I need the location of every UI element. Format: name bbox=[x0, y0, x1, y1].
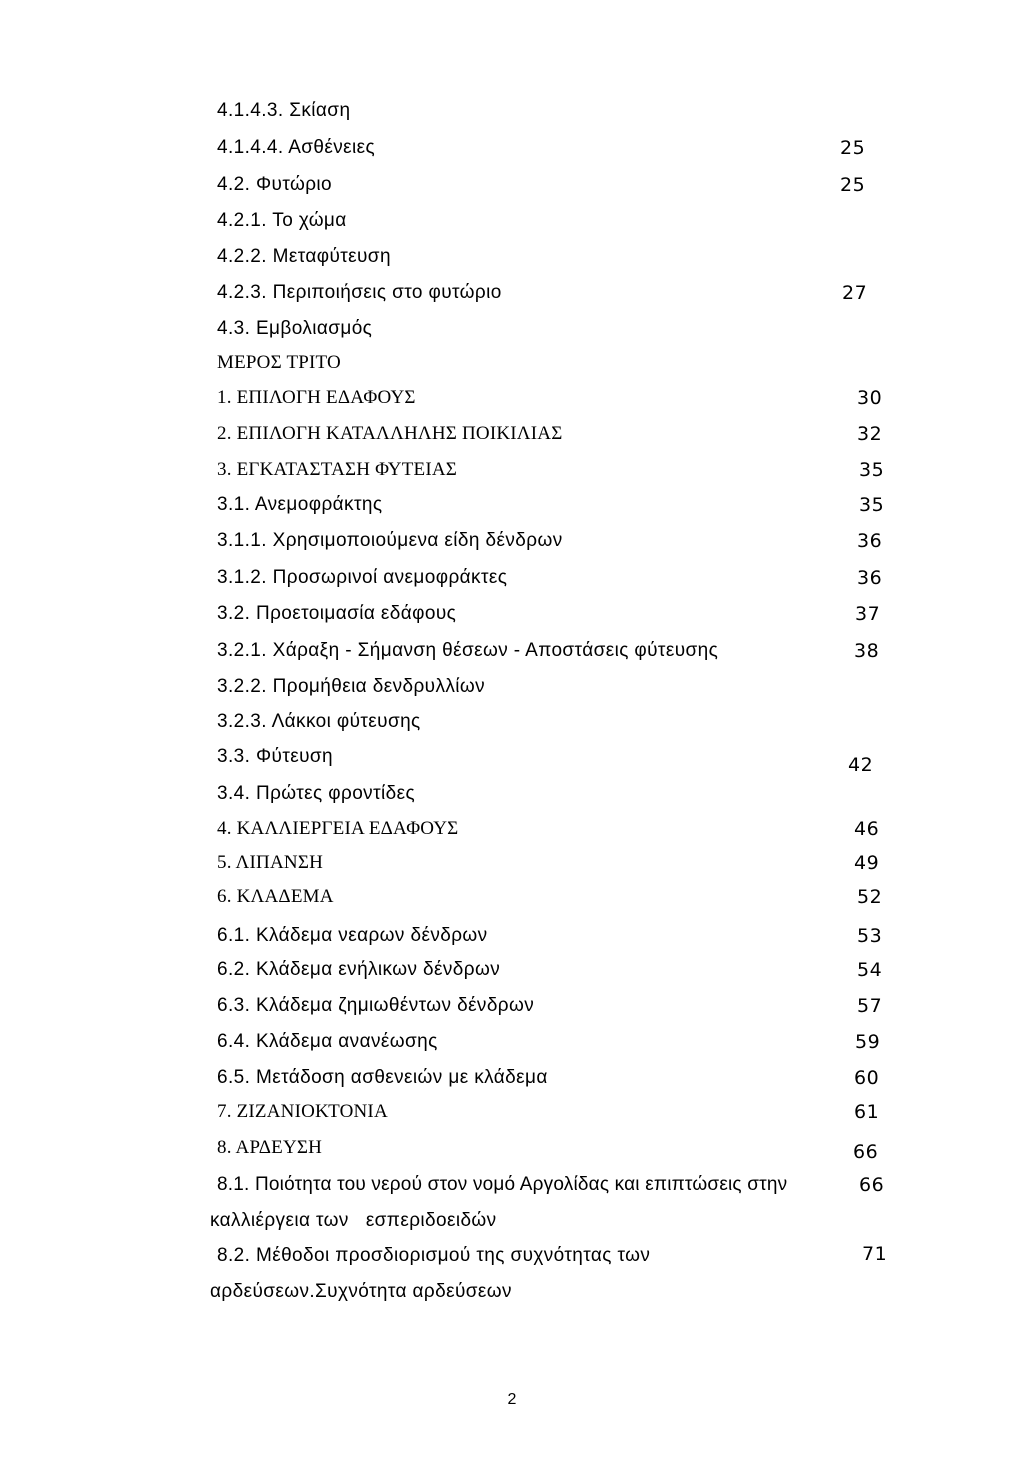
toc-entry-page: 53 bbox=[857, 925, 883, 947]
toc-entry-label: 6.2. Κλάδεμα ενήλικων δένδρων bbox=[217, 959, 501, 980]
toc-entry bbox=[217, 746, 1024, 780]
toc-entry-label: 1. ΕΠΙΛΟΓΗ ΕΔΑΦΟΥΣ bbox=[217, 387, 416, 408]
toc-entry-label: καλλιέργεια των εσπεριδοειδών bbox=[210, 1210, 497, 1231]
page-number: 2 bbox=[507, 1391, 517, 1408]
toc-entry-page: 36 bbox=[857, 530, 883, 552]
toc-entry-label: 8.2. Μέθοδοι προσδιορισμού της συχνότητας των bbox=[217, 1245, 651, 1266]
toc-entry bbox=[217, 603, 1024, 637]
toc-entry-page: 66 bbox=[859, 1174, 885, 1196]
toc-entry-continuation bbox=[210, 1281, 1024, 1315]
toc-entry bbox=[217, 886, 1024, 920]
toc-entry-label: αρδεύσεων.Συχνότητα αρδεύσεων bbox=[210, 1281, 512, 1302]
toc-entry bbox=[217, 1174, 1024, 1208]
toc-entry-page: 46 bbox=[854, 818, 880, 840]
toc-entry bbox=[217, 711, 1024, 745]
toc-entry-page: 27 bbox=[842, 282, 868, 304]
toc-entry bbox=[217, 174, 1024, 208]
toc-entry-page: 57 bbox=[857, 995, 883, 1017]
toc-entry bbox=[217, 387, 1024, 421]
toc-entry-page: 42 bbox=[848, 754, 874, 776]
toc-entry bbox=[217, 1101, 1024, 1135]
toc-entry-label: 3.1.1. Χρησιμοποιούμενα είδη δένδρων bbox=[217, 530, 563, 551]
toc-entry-label: 4. ΚΑΛΛΙΕΡΓΕΙΑ ΕΔΑΦΟΥΣ bbox=[217, 818, 459, 839]
toc-entry bbox=[217, 995, 1024, 1029]
toc-entry-label: 3.2.2. Προμήθεια δενδρυλλίων bbox=[217, 676, 486, 697]
toc-part-heading: ΜΕΡΟΣ ΤΡΙΤΟ bbox=[217, 352, 341, 373]
toc-entry bbox=[217, 100, 1024, 134]
toc-entry-label: 3.2.3. Λάκκοι φύτευσης bbox=[217, 711, 421, 732]
toc-entry bbox=[217, 783, 1024, 817]
toc-entry bbox=[217, 1137, 1024, 1171]
toc-entry-label: 8. ΑΡΔΕΥΣΗ bbox=[217, 1137, 323, 1158]
toc-entry-page: 25 bbox=[840, 137, 866, 159]
toc-entry-label: 3.4. Πρώτες φροντίδες bbox=[217, 783, 416, 804]
toc-entry-label: 3.1. Ανεμοφράκτης bbox=[217, 494, 383, 515]
toc-entry-page: 54 bbox=[857, 959, 883, 981]
toc-entry bbox=[217, 852, 1024, 886]
toc-entry-label: 4.2. Φυτώριο bbox=[217, 174, 332, 195]
toc-entry-page: 30 bbox=[857, 387, 883, 409]
toc-entry-label: 4.1.4.4. Ασθένειες bbox=[217, 137, 376, 158]
toc-entry bbox=[217, 676, 1024, 710]
toc-entry-label: 8.1. Ποιότητα του νερού στον νομό Αργολίδας και επιπτώσεις στην bbox=[217, 1174, 788, 1195]
toc-entry bbox=[217, 1067, 1024, 1101]
toc-entry-page: 25 bbox=[840, 174, 866, 196]
toc-entry bbox=[217, 318, 1024, 352]
toc-entry bbox=[217, 1031, 1024, 1065]
toc-entry-label: 4.1.4.3. Σκίαση bbox=[217, 100, 351, 121]
toc-entry-page: 52 bbox=[857, 886, 883, 908]
toc-entry bbox=[217, 246, 1024, 280]
toc-entry-label: 4.2.3. Περιποιήσεις στο φυτώριο bbox=[217, 282, 502, 303]
toc-entry-label: 6.4. Κλάδεμα ανανέωσης bbox=[217, 1031, 438, 1052]
toc-entry-page: 37 bbox=[855, 603, 881, 625]
toc-entry bbox=[217, 423, 1024, 457]
toc-entry-label: 3.2. Προετοιμασία εδάφους bbox=[217, 603, 457, 624]
toc-entry-page: 38 bbox=[854, 640, 880, 662]
toc-entry-label: 3.3. Φύτευση bbox=[217, 746, 333, 767]
toc-entry-label: 4.2.1. Το χώμα bbox=[217, 210, 347, 231]
toc-entry-label: 2. ΕΠΙΛΟΓΗ ΚΑΤΑΛΛΗΛΗΣ ΠΟΙΚΙΛΙΑΣ bbox=[217, 423, 563, 444]
toc-entry bbox=[217, 210, 1024, 244]
toc-entry bbox=[217, 459, 1024, 493]
toc-entry-label: 6.5. Μετάδοση ασθενειών με κλάδεμα bbox=[217, 1067, 548, 1088]
toc-entry-label: 7. ΖΙΖΑΝΙΟΚΤΟΝΙΑ bbox=[217, 1101, 388, 1122]
toc-entry bbox=[217, 818, 1024, 852]
toc-entry-label: 4.3. Εμβολιασμός bbox=[217, 318, 373, 339]
toc-entry-label: 6.3. Κλάδεμα ζημιωθέντων δένδρων bbox=[217, 995, 535, 1016]
toc-entry bbox=[217, 494, 1024, 528]
toc-entry bbox=[217, 282, 1024, 316]
toc-entry-label: 3.2.1. Χάραξη - Σήμανση θέσεων - Αποστάσεις φύτευσης bbox=[217, 640, 719, 661]
toc-entry-label: 4.2.2. Μεταφύτευση bbox=[217, 246, 391, 267]
toc-entry-label: 3. ΕΓΚΑΤΑΣΤΑΣΗ ΦΥΤΕΙΑΣ bbox=[217, 459, 458, 480]
toc-entry-label: 6. ΚΛΑΔΕΜΑ bbox=[217, 886, 334, 907]
toc-entry bbox=[217, 567, 1024, 601]
toc-entry-page: 71 bbox=[862, 1243, 888, 1265]
toc-entry bbox=[217, 137, 1024, 171]
toc-entry-page: 59 bbox=[855, 1031, 881, 1053]
toc-entry-page: 35 bbox=[859, 494, 885, 516]
toc-entry bbox=[217, 925, 1024, 959]
toc-entry-page: 32 bbox=[857, 423, 883, 445]
toc-entry-label: 6.1. Κλάδεμα νεαρων δένδρων bbox=[217, 925, 488, 946]
toc-entry-label: 5. ΛΙΠΑΝΣΗ bbox=[217, 852, 323, 873]
toc-entry-page: 35 bbox=[859, 459, 885, 481]
toc-entry bbox=[217, 959, 1024, 993]
toc-entry bbox=[217, 352, 1024, 386]
toc-entry-page: 66 bbox=[853, 1141, 879, 1163]
toc-entry-page: 36 bbox=[857, 567, 883, 589]
toc-entry bbox=[217, 1245, 1024, 1279]
toc-entry bbox=[217, 530, 1024, 564]
toc-entry-page: 49 bbox=[854, 852, 880, 874]
toc-entry bbox=[217, 640, 1024, 674]
toc-entry-continuation bbox=[210, 1210, 1024, 1244]
toc-entry-page: 60 bbox=[854, 1067, 880, 1089]
toc-entry-page: 61 bbox=[854, 1101, 880, 1123]
toc-entry-label: 3.1.2. Προσωρινοί ανεμοφράκτες bbox=[217, 567, 508, 588]
